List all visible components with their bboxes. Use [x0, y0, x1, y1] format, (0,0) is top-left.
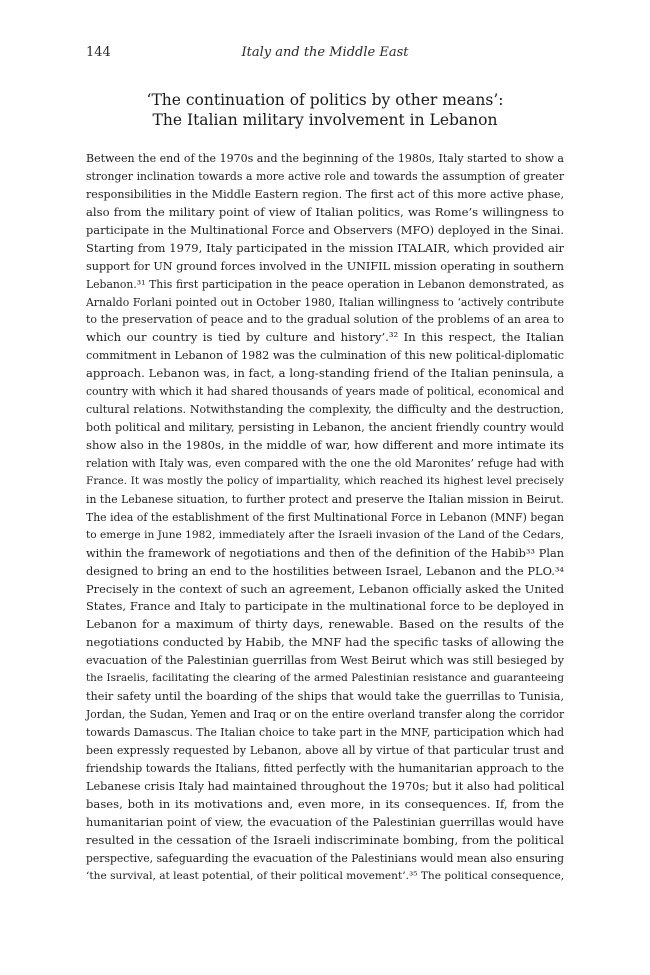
- body-line: both political and military, persisting in Lebanon, the ancient friendly country would: [86, 421, 564, 435]
- body-line: commitment in Lebanon of 1982 was the culmination of this new political-diplomatic: [86, 349, 564, 363]
- body-line: Between the end of the 1970s and the beginning of the 1980s, Italy started to show a: [86, 152, 564, 165]
- body-paragraph: [86, 150, 564, 885]
- body-line: Arnaldo Forlani pointed out in October 1980, Italian willingness to ‘actively contribute: [86, 295, 564, 309]
- body-line: show also in the 1980s, in the middle of war, how different and more intimate its: [86, 438, 564, 452]
- body-line: evacuation of the Palestinian guerrillas from West Beirut which was still besieged by: [86, 654, 564, 668]
- body-line: cultural relations. Notwithstanding the complexity, the difficulty and the destruction,: [86, 403, 564, 417]
- body-line: France. It was mostly the policy of impartiality, which reached its highest level precisely: [86, 474, 564, 487]
- body-line: to the preservation of peace and to the gradual solution of the problems of an area to: [86, 313, 564, 327]
- body-line: negotiations conducted by Habib, the MNF had the specific tasks of allowing the: [86, 635, 564, 650]
- body-line: bases, both in its motivations and, even more, in its consequences. If, from the: [86, 796, 564, 811]
- body-line: to emerge in June 1982, immediately after the Israeli invasion of the Land of the Cedars,: [86, 528, 565, 541]
- section-heading-line-2: The Italian military involvement in Lebanon: [152, 111, 498, 129]
- body-line: towards Damascus. The Italian choice to take part in the MNF, participation which had: [86, 726, 564, 739]
- body-line: responsibilities in the Middle Eastern region. The first act of this more active phase,: [86, 187, 564, 201]
- page-number: 144: [86, 45, 111, 60]
- body-line: relation with Italy was, even compared with the one the old Maronites’ refuge had with: [86, 456, 564, 470]
- body-line: in the Lebanese situation, to further protect and preserve the Italian mission in Beirut.: [86, 492, 564, 506]
- body-line: Lebanese crisis Italy had maintained throughout the 1970s; but it also had political: [86, 779, 565, 793]
- body-line: friendship towards the Italians, fitted perfectly with the humanitarian approach to the: [86, 761, 564, 775]
- body-line: resulted in the cessation of the Israeli indiscriminate bombing, from the political: [86, 832, 564, 847]
- body-line: been expressly requested by Lebanon, above all by virtue of that particular trust and: [86, 743, 564, 757]
- body-line: humanitarian point of view, the evacuation of the Palestinian guerrillas would have: [86, 815, 564, 829]
- body-line: stronger inclination towards a more active role and towards the assumption of greater: [86, 169, 564, 183]
- body-line: ‘the survival, at least potential, of their political movement’.³⁵ The political consequence,: [86, 869, 565, 882]
- body-line: approach. Lebanon was, in fact, a long-standing friend of the Italian peninsula, a: [86, 366, 564, 381]
- body-line: Starting from 1979, Italy participated in the mission ITALAIR, which provided air: [86, 240, 564, 255]
- body-line: Precisely in the context of such an agreement, Lebanon officially asked the United: [86, 581, 564, 596]
- body-line: designed to bring an end to the hostilities between Israel, Lebanon and the PLO.³⁴: [86, 563, 564, 578]
- body-line: perspective, safeguarding the evacuation of the Palestinians would mean also ensuring: [86, 851, 564, 865]
- body-line: Jordan, the Sudan, Yemen and Iraq or on the entire overland transfer along the corridor: [86, 708, 565, 722]
- body-line: the Israelis, facilitating the clearing of the armed Palestinian resistance and guaranteeing: [86, 672, 564, 685]
- body-line: States, France and Italy to participate in the multinational force to be deployed in: [86, 599, 564, 614]
- body-line: participate in the Multinational Force and Observers (MFO) deployed in the Sinai.: [86, 222, 564, 237]
- body-line: their safety until the boarding of the ships that would take the guerrillas to Tunisia,: [86, 690, 564, 704]
- body-line: support for UN ground forces involved in the UNIFIL mission operating in southern: [86, 259, 564, 273]
- section-heading-line-1: ‘The continuation of politics by other means’:: [146, 91, 504, 109]
- body-line: within the framework of negotiations and then of the definition of the Habib³³ Plan: [86, 546, 564, 560]
- body-line: Lebanon for a maximum of thirty days, renewable. Based on the results of the: [86, 617, 564, 632]
- body-line: also from the military point of view of Italian politics, was Rome’s willingness to: [86, 204, 564, 219]
- body-line: Lebanon.³¹ This first participation in the peace operation in Lebanon demonstrated, as: [86, 277, 564, 291]
- body-line: country with which it had shared thousands of years made of political, economical and: [86, 385, 564, 399]
- running-title: Italy and the Middle East: [241, 45, 409, 60]
- body-line: which our country is tied by culture and history’.³² In this respect, the Italian: [86, 330, 564, 345]
- body-line: The idea of the establishment of the first Multinational Force in Lebanon (MNF) began: [86, 510, 564, 524]
- section-heading: [86, 90, 564, 130]
